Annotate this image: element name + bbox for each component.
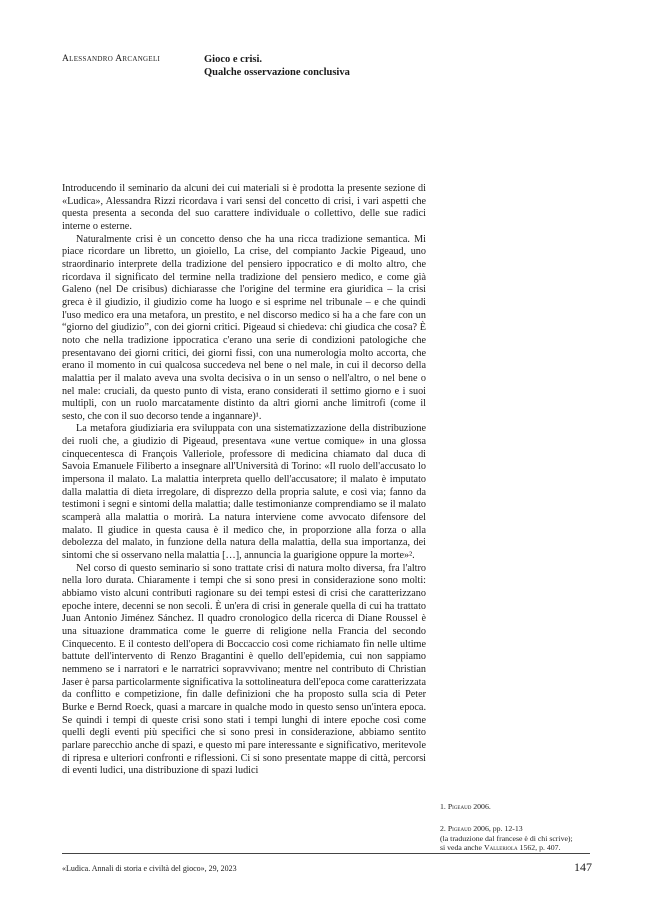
paragraph-4: Nel corso di questo seminario si sono trattate crisi di natura molto diversa, fra l'altro nella loro durata. Chiaramente i tempi che si sono presi in considerazione sono molti: abbiamo visto alcuni contributi ragionare su dei tempi estesi di crisi che caratterizzano epoche intere, decenni se non secoli. È un'era di crisi in generale quella di cui ha trattato Juan Antonio Jiménez Sánchez. Il quadro cronologico della ricerca di Diane Roussel è una situazione drammatica come le guerre di religione nella Francia del secondo Cinquecento. E il contesto dell'opera di Boccaccio così come richiamato fin nelle ultime battute dell'intervento di Renzo Bragantini è quello dell'epidemia, cui non sappiamo nemmeno se i narratori e le narratrici sopravvivano; mentre nel contributo di Christian Jaser è parsa particolarmente significativa la sottolineatura dell'epoca come caratterizzata da conflitto e competizione, fin dalle definizioni che ha proposto sulla scia di Peter Burke e Bernd Roeck, quasi a marcare in qualche modo in questo senso un'intera epoca. Se quindi i tempi di queste crisi sono stati i tempi lunghi di intere epoche così come quelli degli eventi più specifici che si sono presi in considerazione, abbiamo sentito parlare parecchio anche di spazi, e questo mi pare interessante e significativo, meritevole di ripresa e ulteriori confronti e riflessioni. Ci si sono presentate mappe di città, percorsi di eventi ludici, una distribuzione di spazi ludici — [62, 562, 426, 777]
running-head-author: Alessandro Arcangeli — [62, 54, 161, 64]
footnote-1-ref: 2006. — [471, 802, 491, 811]
page-number: 147 — [574, 860, 592, 874]
running-head-title — [204, 53, 350, 79]
body-text — [62, 183, 426, 778]
footnote-1-author: Pigeaud — [447, 802, 472, 811]
paragraph-3: La metafora giudiziaria era sviluppata con una sistematizzazione della distribuzione dei ruoli che, a giudizio di Pigeaud, presentava «une vertue comique» in una glossa cinquecentesca di François Valleriole, professore di medicina chiamato dal duca di Savoia Emanuele Filiberto a insegnare all'Università di Torino: «Il ruolo dell'accusato lo impersona il malato. La malattia interpreta quello dell'accusatore; il malato è imputato dalla malattia di dieta irregolare, di disprezzo della propria salute, e così via; fanno da testimoni i segni e sintomi della malattia; dalle testimonianze comprendiamo se il malato scamperà alla malattia o morirà. La natura interviene come avvocato difensore del malato. Il giudice in questa causa è il medico che, in proporzione alla forza o alla debolezza del malato, in funzione della natura della malattia, della sua importanza, dei sintomi che si osservano nella malattia […], annuncia la guarigione oppure la morte»². — [62, 423, 426, 562]
title-line-2: Qualche osservazione conclusiva — [204, 67, 350, 78]
footnote-1 — [440, 802, 600, 812]
footnote-2-ref: 2006, pp. 12-13 — [471, 824, 523, 833]
footnote-2-line-3-author: Valleriola — [483, 843, 518, 853]
footnote-2-line-2: (la traduzione dal francese è di chi scrive); — [440, 833, 573, 843]
footer-journal: «Ludica. Annali di storia e civiltà del gioco», 29, 2023 — [62, 864, 237, 873]
footnote-2-line-3-post: 1562, p. 407. — [517, 843, 561, 853]
paragraph-1: Introducendo il seminario da alcuni dei cui materiali si è prodotta la presente sezione di «Ludica», Alessandra Rizzi ricordava i vari sensi del concetto di crisi, i vari aspetti che questa presenta a seconda del suo carattere individuale o collettivo, delle sue radici interne o esterne. — [62, 183, 426, 232]
footnote-2-author: Pigeaud — [447, 824, 472, 833]
footnote-2-number: 2. — [440, 824, 446, 833]
paragraph-2: Naturalmente crisi è un concetto denso che ha una ricca tradizione semantica. Mi piace ricordare un libretto, un gioiello, La crise, del compianto Jackie Pigeaud, uno straordinario interprete della tradizione del pensiero ippocratico e di molto altro, che ricordava il significato del termine nella tradizione del pensiero medico, e come già Galeno (nel De crisibus) dichiarasse che l'origine del termine era giuridica – la crisi greca è il giudizio, il giudizio come ha luogo e si esprime nel tribunale – e che quindi l'uso medico era una metafora, un prestito, e nel discorso medico si ha a che fare con un “giorno del giudizio”, con dei giorni critici. Pigeaud si chiedeva: chi giudica che cosa? È noto che nella tradizione ippocratica c'erano una serie di condizioni patologiche che presentavano dei giorni critici, dei giorni fissi, con una numerologia molto accorta, che erano il momento in cui qualcosa succedeva nel bene o nel male, in cui il decorso della malattia per il malato aveva una svolta decisiva o in un senso o nell'altro, o nel bene o nel male: cruciali, da questo punto di vista, erano considerati il settimo giorno e i suoi multipli, con un ruolo marcatamente distinto da altri giorni anche limitrofi (come il sesto, che con il suo decorso tende a ingannare)¹. — [62, 233, 426, 422]
footer-rule — [62, 853, 590, 854]
footnote-1-number: 1. — [440, 802, 446, 811]
title-line-1: Gioco e crisi. — [204, 54, 263, 65]
footnote-2-line-3-pre: si veda anche — [440, 843, 484, 853]
footnote-2 — [440, 824, 600, 853]
